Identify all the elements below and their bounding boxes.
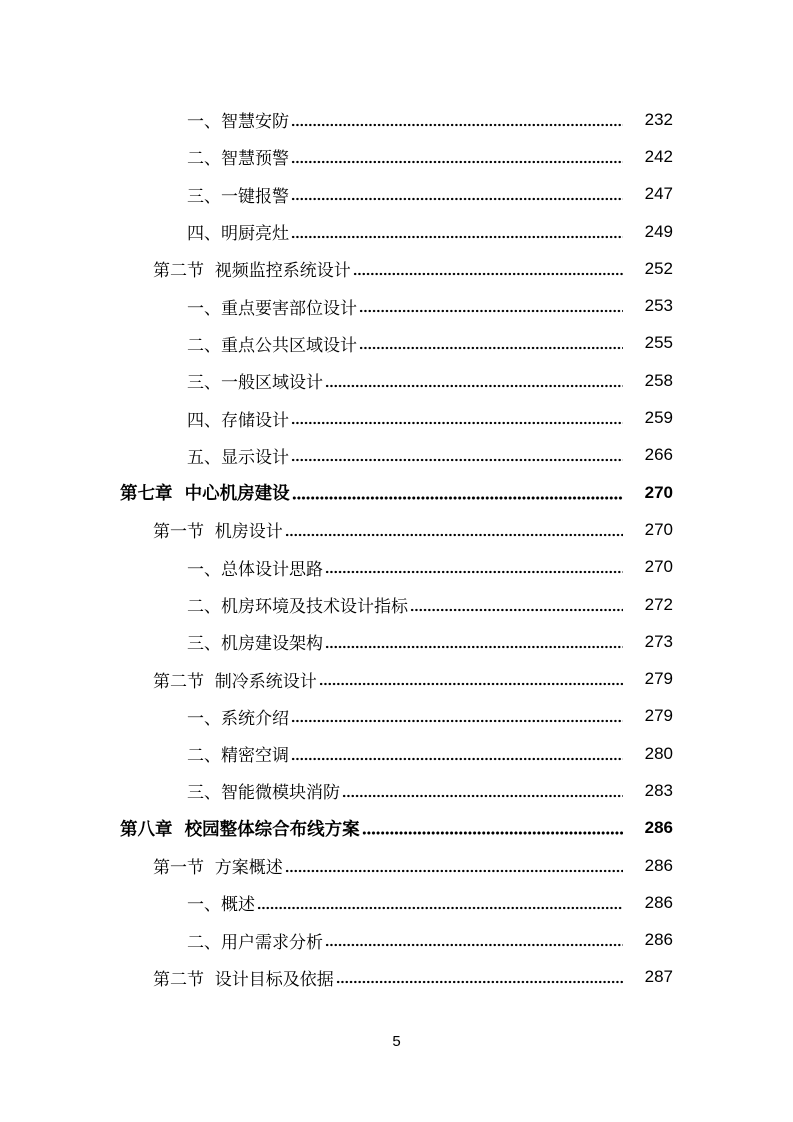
toc-subsection-entry[interactable] bbox=[0, 437, 793, 474]
toc-entry-page-number: 242 bbox=[644, 146, 673, 166]
toc-subsection-entry[interactable] bbox=[0, 698, 793, 735]
toc-entry-title: 第二节 设计目标及依据 bbox=[153, 969, 334, 990]
toc-entry-title: 二、机房环境及技术设计指标 bbox=[187, 597, 408, 617]
toc-subsection-entry[interactable] bbox=[0, 884, 793, 921]
toc-subsection-entry[interactable] bbox=[0, 549, 793, 586]
toc-subsection-entry[interactable] bbox=[0, 287, 793, 324]
toc-entry-page-number: 283 bbox=[644, 780, 673, 800]
toc-entry-title: 五、显示设计 bbox=[187, 447, 289, 468]
toc-subsection-entry[interactable] bbox=[0, 922, 793, 959]
toc-section-entry[interactable] bbox=[0, 660, 793, 697]
dot-leader bbox=[362, 830, 623, 836]
dot-leader bbox=[410, 607, 623, 613]
toc-entry-title: 二、重点公共区域设计 bbox=[187, 335, 357, 356]
toc-section-entry[interactable] bbox=[0, 847, 793, 884]
dot-leader bbox=[292, 495, 623, 501]
toc-entry-title: 第一节 方案概述 bbox=[153, 858, 283, 879]
dot-leader bbox=[291, 196, 623, 202]
toc-entry-page-number: 280 bbox=[644, 743, 673, 763]
toc-entry-title: 一、重点要害部位设计 bbox=[187, 298, 357, 319]
toc-entry-title: 一、系统介绍 bbox=[187, 708, 289, 729]
toc-entry-title: 第一节 机房设计 bbox=[153, 522, 283, 543]
toc-entry-page-number: 270 bbox=[644, 482, 673, 502]
toc-entry-title: 第八章 校园整体综合布线方案 bbox=[120, 819, 360, 840]
toc-subsection-entry[interactable] bbox=[0, 325, 793, 362]
toc-chapter-entry[interactable] bbox=[0, 474, 793, 511]
dot-leader bbox=[359, 345, 623, 351]
toc-entry-page-number: 255 bbox=[644, 333, 673, 353]
toc-entry-title: 三、智能微模块消防 bbox=[187, 783, 340, 804]
table-of-contents bbox=[0, 101, 793, 996]
dot-leader bbox=[319, 681, 623, 687]
toc-subsection-entry[interactable] bbox=[0, 138, 793, 175]
toc-entry-page-number: 279 bbox=[644, 669, 673, 689]
dot-leader bbox=[291, 457, 623, 463]
toc-entry-page-number: 252 bbox=[644, 258, 673, 278]
toc-subsection-entry[interactable] bbox=[0, 213, 793, 250]
toc-section-entry[interactable] bbox=[0, 511, 793, 548]
toc-entry-page-number: 253 bbox=[644, 296, 673, 316]
toc-entry-page-number: 270 bbox=[644, 519, 673, 539]
toc-subsection-entry[interactable] bbox=[0, 176, 793, 213]
dot-leader bbox=[325, 942, 623, 948]
toc-entry-page-number: 272 bbox=[644, 594, 673, 614]
dot-leader bbox=[291, 756, 623, 762]
toc-entry-page-number: 286 bbox=[644, 818, 673, 838]
toc-entry-title: 二、用户需求分析 bbox=[187, 932, 323, 953]
toc-entry-title: 二、精密空调 bbox=[187, 746, 289, 767]
toc-entry-page-number: 259 bbox=[644, 408, 673, 428]
dot-leader bbox=[285, 868, 623, 874]
dot-leader bbox=[353, 271, 623, 277]
toc-entry-page-number: 249 bbox=[644, 221, 673, 241]
toc-entry-title: 一、总体设计思路 bbox=[187, 559, 323, 580]
dot-leader bbox=[291, 159, 623, 165]
dot-leader bbox=[291, 420, 623, 426]
dot-leader bbox=[336, 979, 623, 985]
toc-entry-title: 第七章 中心机房建设 bbox=[120, 484, 290, 505]
toc-section-entry[interactable] bbox=[0, 250, 793, 287]
toc-entry-title: 第二节 制冷系统设计 bbox=[153, 671, 317, 692]
toc-entry-title: 四、存储设计 bbox=[187, 410, 289, 431]
dot-leader bbox=[325, 644, 623, 650]
dot-leader bbox=[325, 569, 623, 575]
toc-entry-page-number: 279 bbox=[644, 706, 673, 726]
toc-chapter-entry[interactable] bbox=[0, 810, 793, 847]
toc-entry-title: 三、机房建设架构 bbox=[187, 634, 323, 655]
dot-leader bbox=[359, 308, 623, 314]
toc-subsection-entry[interactable] bbox=[0, 399, 793, 436]
toc-subsection-entry[interactable] bbox=[0, 623, 793, 660]
toc-subsection-entry[interactable] bbox=[0, 101, 793, 138]
toc-subsection-entry[interactable] bbox=[0, 362, 793, 399]
page-number: 5 bbox=[392, 1033, 401, 1050]
toc-entry-page-number: 286 bbox=[644, 855, 673, 875]
toc-entry-title: 三、一般区域设计 bbox=[187, 373, 323, 394]
toc-entry-page-number: 286 bbox=[644, 930, 673, 950]
toc-subsection-entry[interactable] bbox=[0, 586, 793, 623]
toc-subsection-entry[interactable] bbox=[0, 772, 793, 809]
dot-leader bbox=[285, 532, 623, 538]
toc-section-entry[interactable] bbox=[0, 959, 793, 996]
dot-leader bbox=[257, 905, 623, 911]
dot-leader bbox=[325, 383, 623, 389]
toc-entry-title: 四、明厨亮灶 bbox=[187, 224, 289, 245]
toc-entry-page-number: 258 bbox=[644, 370, 673, 390]
toc-entry-title: 一、智慧安防 bbox=[187, 112, 289, 133]
toc-entry-page-number: 287 bbox=[644, 967, 673, 987]
toc-entry-page-number: 247 bbox=[644, 184, 673, 204]
dot-leader bbox=[342, 793, 623, 799]
toc-entry-page-number: 286 bbox=[644, 892, 673, 912]
dot-leader bbox=[291, 718, 623, 724]
toc-entry-page-number: 232 bbox=[644, 109, 673, 129]
toc-subsection-entry[interactable] bbox=[0, 735, 793, 772]
toc-entry-title: 一、概述 bbox=[187, 895, 255, 916]
toc-entry-page-number: 266 bbox=[644, 445, 673, 465]
toc-entry-title: 二、智慧预警 bbox=[187, 149, 289, 170]
toc-entry-page-number: 273 bbox=[644, 631, 673, 651]
dot-leader bbox=[291, 234, 623, 240]
toc-entry-title: 第二节 视频监控系统设计 bbox=[153, 261, 351, 282]
toc-entry-page-number: 270 bbox=[644, 557, 673, 577]
toc-entry-title: 三、一键报警 bbox=[187, 186, 289, 207]
dot-leader bbox=[291, 122, 623, 128]
